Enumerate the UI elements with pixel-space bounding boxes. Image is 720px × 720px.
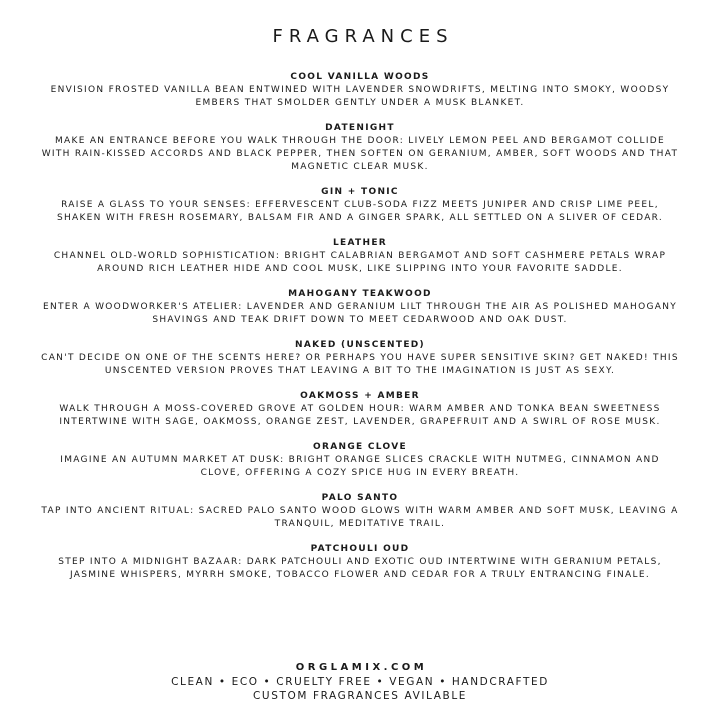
fragrance-name: LEATHER [333,238,387,248]
footer-custom-note: CUSTOM FRAGRANCES AVILABLE [252,690,468,702]
fragrance-item-patchouli-oud [40,543,680,582]
footer [0,661,720,703]
fragrance-item-cool-vanilla-woods [40,71,680,110]
fragrance-description: RAISE A GLASS TO YOUR SENSES: EFFERVESCENT CLUB-SODA FIZZ MEETS JUNIPER AND CRISP LIME PEEL, SHAKEN WITH FRESH ROSEMARY, BALSAM FIR AND A GINGER SPARK, ALL SETTLED ON A SLIVER OF CEDAR. [56,200,664,223]
fragrance-list [40,71,680,594]
fragrance-description: STEP INTO A MIDNIGHT BAZAAR: DARK PATCHOULI AND EXOTIC OUD INTERTWINE WITH GERANIUM PETALS, JASMINE WHISPERS, MYRRH SMOKE, TOBACCO FLOWER AND CEDAR FOR A TRULY ENTRANCING FINALE. [58,557,662,580]
fragrance-description: IMAGINE AN AUTUMN MARKET AT DUSK: BRIGHT ORANGE SLICES CRACKLE WITH NUTMEG, CINNAMON AND CLOVE, OFFERING A COZY SPICE HUG IN EVERY BREATH. [60,455,660,478]
fragrance-description: CHANNEL OLD-WORLD SOPHISTICATION: BRIGHT CALABRIAN BERGAMOT AND SOFT CASHMERE PETALS WRAP AROUND RICH LEATHER HIDE AND COOL MUSK, LIKE SLIPPING INTO YOUR FAVORITE SADDLE. [53,251,667,274]
fragrance-name: COOL VANILLA WOODS [290,72,430,82]
fragrance-item-oakmoss-amber [40,390,680,429]
fragrance-description: WALK THROUGH A MOSS-COVERED GROVE AT GOLDEN HOUR: WARM AMBER AND TONKA BEAN SWEETNESS INTERTWINE WITH SAGE, OAKMOSS, ORANGE ZEST, LAVENDER, GRAPEFRUIT AND A SWIRL OF ROSE MUSK. [59,404,661,427]
fragrance-item-naked-unscented [40,339,680,378]
website-link[interactable]: ORGLAMIX.COM [295,662,428,673]
fragrance-item-orange-clove [40,441,680,480]
fragrance-description: MAKE AN ENTRANCE BEFORE YOU WALK THROUGH THE DOOR: LIVELY LEMON PEEL AND BERGAMOT COLLIDE WITH RAIN-KISSED ACCORDS AND BLACK PEPPER, THEN SOFTEN ON GERANIUM, AMBER, SOFT WOODS AND THAT MAGNETIC CLEAR MUSK. [41,136,679,172]
fragrance-item-mahogany-teakwood [40,288,680,327]
fragrance-name: GIN + TONIC [321,187,399,197]
fragrance-item-gin-tonic [40,186,680,225]
fragrance-name: PALO SANTO [321,493,399,503]
fragrance-description: TAP INTO ANCIENT RITUAL: SACRED PALO SANTO WOOD GLOWS WITH WARM AMBER AND SOFT MUSK, LEAVING A TRANQUIL, MEDITATIVE TRAIL. [41,506,679,529]
fragrance-item-palo-santo [40,492,680,531]
fragrance-item-datenight [40,122,680,174]
footer-tagline: CLEAN • ECO • CRUELTY FREE • VEGAN • HANDCRAFTED [171,676,549,688]
fragrance-description: ENVISION FROSTED VANILLA BEAN ENTWINED WITH LAVENDER SNOWDRIFTS, MELTING INTO SMOKY, WOODSY EMBERS THAT SMOLDER GENTLY UNDER A MUSK BLANKET. [50,85,670,108]
fragrance-description: ENTER A WOODWORKER'S ATELIER: LAVENDER AND GERANIUM LILT THROUGH THE AIR AS POLISHED MAHOGANY SHAVINGS AND TEAK DRIFT DOWN TO MEET CEDARWOOD AND OAK DUST. [42,302,678,325]
fragrance-description: CAN'T DECIDE ON ONE OF THE SCENTS HERE? OR PERHAPS YOU HAVE SUPER SENSITIVE SKIN? GET NAKED! THIS UNSCENTED VERSION PROVES THAT LEAVING A BIT TO THE IMAGINATION IS JUST AS SEXY. [41,353,679,376]
fragrance-name: DATENIGHT [325,123,395,133]
fragrance-name: PATCHOULI OUD [310,544,410,554]
page-title: FRAGRANCES [272,26,454,47]
fragrance-name: ORANGE CLOVE [313,442,407,452]
fragrance-item-leather [40,237,680,276]
fragrance-name: NAKED (UNSCENTED) [295,340,425,350]
fragrance-name: MAHOGANY TEAKWOOD [288,289,432,299]
fragrance-name: OAKMOSS + AMBER [300,391,420,401]
